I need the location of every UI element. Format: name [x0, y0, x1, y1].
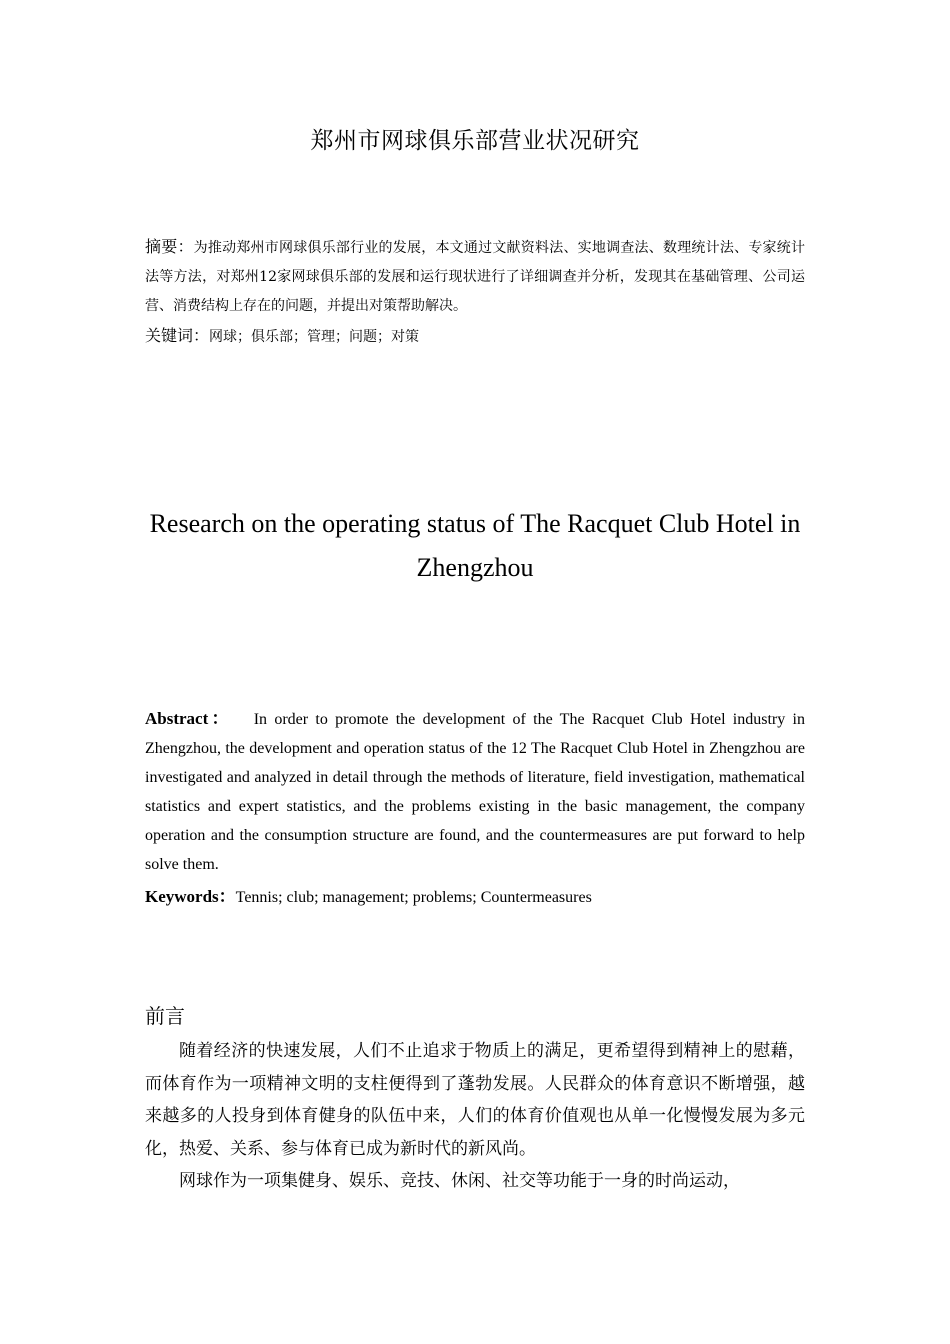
- english-keywords-text: Tennis; club; management; problems; Countermeasures: [235, 889, 592, 906]
- preface-paragraph-2: 网球作为一项集健身、娱乐、竞技、休闲、社交等功能于一身的时尚运动，: [179, 1171, 740, 1191]
- chinese-keywords: [145, 321, 805, 352]
- chinese-keywords-text: 网球；俱乐部；管理；问题；对策: [209, 329, 420, 345]
- chinese-abstract-label: 摘要：: [145, 237, 194, 256]
- english-keywords: [145, 882, 805, 912]
- english-keywords-label: Keywords：: [145, 887, 236, 906]
- chinese-keywords-label: 关键词：: [145, 326, 210, 345]
- preface-heading: 前言: [145, 1004, 185, 1028]
- chinese-abstract-text: 为推动郑州市网球俱乐部行业的发展，本文通过文献资料法、实地调查法、数理统计法、专家统计法等方法，对郑州12家网球俱乐部的发展和运行现状进行了详细调查并分析，发现其在基础管理、公司运营、消费结构上存在的问题，并提出对策帮助解决。: [145, 240, 805, 314]
- english-abstract: [145, 704, 805, 879]
- preface-paragraph-1: 随着经济的快速发展，人们不止追求于物质上的满足，更希望得到精神上的慰藉，而体育作为一项精神文明的支柱便得到了蓬勃发展。人民群众的体育意识不断增强，越来越多的人投身到体育健身的队伍中来，人们的体育价值观也从单一化慢慢发展为多元化，热爱、关系、参与体育已成为新时代的新风尚。: [145, 1041, 805, 1159]
- chinese-abstract: [145, 232, 805, 321]
- english-abstract-text: In order to promote the development of the The Racquet Club Hotel industry in Zhengzhou, the development and operation status of the 12 The Racquet Club Hotel in Zhengzhou are investigated and analyzed in detail through the methods of literature, field investigation, mathematical statistics and expert statistics, and the problems existing in the basic management, the company operation and the consumption structure are found, and the countermeasures are put forward to help solve them.: [145, 711, 805, 873]
- english-abstract-label: Abstract：: [145, 709, 232, 728]
- english-title: Research on the operating status of The Racquet Club Hotel in Zhengzhou: [149, 509, 801, 582]
- chinese-title: 郑州市网球俱乐部营业状况研究: [310, 128, 640, 154]
